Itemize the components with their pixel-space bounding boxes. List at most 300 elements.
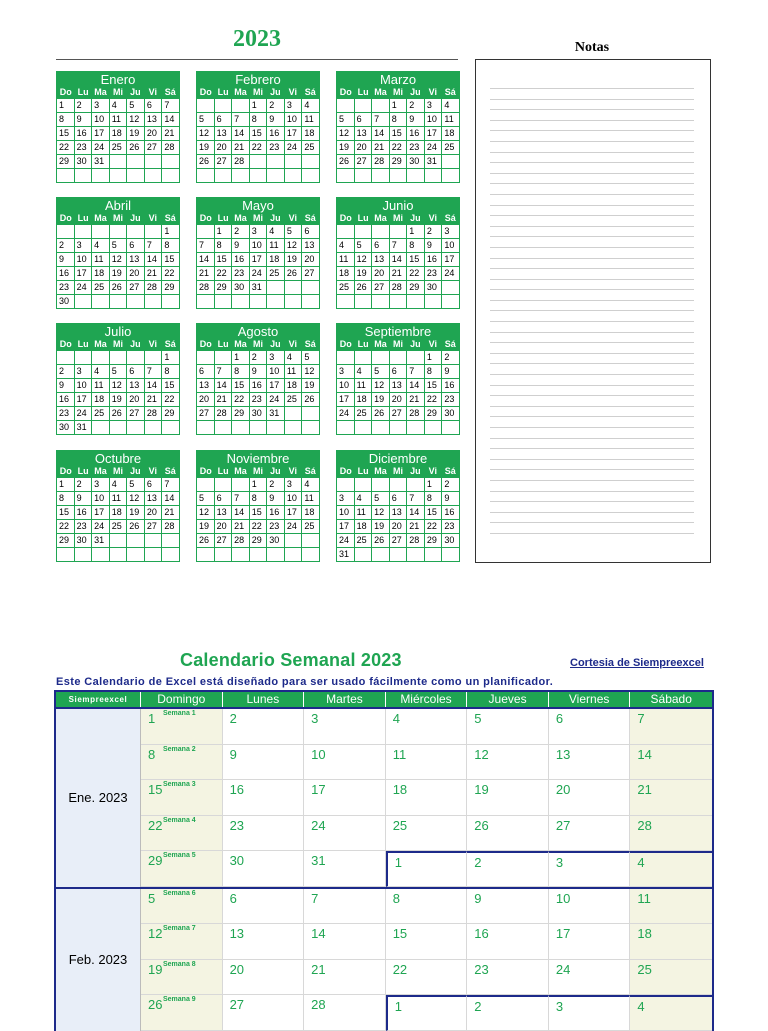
month-name: Julio xyxy=(56,323,180,339)
planner-day-cell[interactable] xyxy=(549,816,631,852)
day-cell: 29 xyxy=(425,407,443,421)
day-cell xyxy=(145,295,163,309)
weekday-header: Do xyxy=(339,466,352,476)
planner-day-cell[interactable] xyxy=(549,960,631,996)
day-cell: 28 xyxy=(232,534,250,548)
month-name: Enero xyxy=(56,71,180,87)
note-line xyxy=(490,300,694,311)
weekday-header: Ju xyxy=(410,87,421,97)
month-day-grid xyxy=(196,350,320,435)
planner-day-cell[interactable] xyxy=(549,780,631,816)
weekday-header: Ma xyxy=(374,339,387,349)
day-cell: 16 xyxy=(75,506,93,520)
day-cell xyxy=(75,351,93,365)
day-cell: 10 xyxy=(442,239,460,253)
weekday-header-row xyxy=(56,466,180,477)
day-cell: 10 xyxy=(425,113,443,127)
weekday-header: Ma xyxy=(374,466,387,476)
day-cell: 22 xyxy=(425,520,443,534)
day-cell: 14 xyxy=(162,113,180,127)
day-cell xyxy=(390,478,408,492)
day-cell: 27 xyxy=(390,407,408,421)
weekday-header: Do xyxy=(199,466,212,476)
day-cell: 22 xyxy=(232,393,250,407)
weekday-header: Ma xyxy=(94,466,107,476)
note-line xyxy=(490,427,694,438)
note-line xyxy=(490,459,694,470)
planner-day-cell[interactable] xyxy=(467,816,549,852)
day-cell xyxy=(302,534,320,548)
note-line xyxy=(490,310,694,321)
planner-day-number: 18 xyxy=(392,782,408,797)
planner-day-cell[interactable] xyxy=(549,709,631,745)
day-cell xyxy=(162,155,180,169)
weekday-header: Do xyxy=(339,87,352,97)
weekday-header-row xyxy=(196,339,320,350)
planner-day-number: 13 xyxy=(229,926,245,941)
month-septiembre xyxy=(336,323,460,435)
planner-day-cell[interactable] xyxy=(141,780,223,816)
day-cell: 2 xyxy=(442,351,460,365)
day-cell xyxy=(285,295,303,309)
planner-day-cell[interactable] xyxy=(223,709,305,745)
day-cell: 22 xyxy=(425,393,443,407)
day-cell: 17 xyxy=(337,393,355,407)
weekday-header-row xyxy=(196,466,320,477)
day-cell: 3 xyxy=(285,99,303,113)
planner-day-number: 7 xyxy=(637,711,645,726)
note-line xyxy=(490,385,694,396)
day-cell: 5 xyxy=(355,239,373,253)
planner-day-number: 15 xyxy=(392,926,408,941)
day-cell: 16 xyxy=(57,267,75,281)
planner-day-cell[interactable] xyxy=(549,889,631,925)
day-cell: 15 xyxy=(162,379,180,393)
note-line xyxy=(490,491,694,502)
day-cell: 20 xyxy=(127,267,145,281)
day-cell: 5 xyxy=(110,365,128,379)
weekday-header: Ma xyxy=(234,213,247,223)
day-cell: 20 xyxy=(145,127,163,141)
day-cell: 27 xyxy=(145,141,163,155)
day-cell: 4 xyxy=(110,99,128,113)
day-cell xyxy=(92,295,110,309)
planner-day-number: 28 xyxy=(637,817,652,833)
note-line xyxy=(490,289,694,300)
day-cell: 23 xyxy=(267,141,285,155)
day-cell: 14 xyxy=(145,379,163,393)
day-cell: 4 xyxy=(442,99,460,113)
planner-day-cell[interactable] xyxy=(549,924,631,960)
weekday-header-row xyxy=(56,339,180,350)
day-cell xyxy=(390,351,408,365)
day-cell: 26 xyxy=(355,281,373,295)
day-cell: 18 xyxy=(302,506,320,520)
planner-day-cell[interactable] xyxy=(549,745,631,781)
month-day-grid xyxy=(336,350,460,435)
day-cell xyxy=(285,169,303,183)
weekday-header-row xyxy=(56,87,180,98)
planner-day-number: 13 xyxy=(555,746,571,762)
planner-day-cell[interactable] xyxy=(467,780,549,816)
planner-day-number: 10 xyxy=(555,890,571,906)
planner-day-cell[interactable] xyxy=(386,924,468,960)
planner-day-cell[interactable] xyxy=(304,709,386,745)
planner-day-cell[interactable] xyxy=(467,745,549,781)
day-cell xyxy=(57,351,75,365)
planner-day-number: 11 xyxy=(392,746,407,762)
day-cell: 11 xyxy=(92,253,110,267)
weekly-planner xyxy=(54,690,714,1031)
day-cell: 18 xyxy=(337,267,355,281)
note-line xyxy=(490,236,694,247)
weekday-header: Lu xyxy=(357,213,369,223)
weekday-header: Mi xyxy=(252,213,263,223)
day-cell: 8 xyxy=(162,365,180,379)
note-line xyxy=(490,130,694,141)
day-cell xyxy=(197,99,215,113)
planner-day-cell[interactable] xyxy=(304,889,386,925)
day-cell xyxy=(285,155,303,169)
day-cell: 7 xyxy=(232,113,250,127)
day-cell: 15 xyxy=(425,379,443,393)
planner-day-cell[interactable] xyxy=(630,816,712,852)
planner-day-cell[interactable] xyxy=(386,851,468,887)
planner-day-number: 20 xyxy=(229,961,245,977)
day-cell: 27 xyxy=(215,155,233,169)
day-cell: 29 xyxy=(162,407,180,421)
day-cell: 20 xyxy=(215,141,233,155)
planner-day-cell[interactable] xyxy=(630,709,712,745)
day-cell: 9 xyxy=(407,113,425,127)
day-cell xyxy=(442,421,460,435)
day-cell: 29 xyxy=(250,534,268,548)
planner-day-header: Martes xyxy=(304,692,386,707)
planner-day-cell[interactable] xyxy=(386,889,468,925)
day-cell xyxy=(215,421,233,435)
day-cell: 20 xyxy=(302,253,320,267)
day-cell: 23 xyxy=(442,520,460,534)
day-cell xyxy=(355,421,373,435)
weekday-header: Mi xyxy=(112,339,123,349)
planner-day-cell[interactable] xyxy=(467,995,549,1031)
day-cell: 3 xyxy=(92,99,110,113)
day-cell: 29 xyxy=(232,407,250,421)
day-cell xyxy=(337,421,355,435)
day-cell: 25 xyxy=(110,141,128,155)
weekday-header: Ma xyxy=(94,213,107,223)
day-cell: 4 xyxy=(110,478,128,492)
day-cell: 22 xyxy=(250,141,268,155)
planner-day-cell[interactable] xyxy=(223,851,305,887)
day-cell: 7 xyxy=(372,113,390,127)
day-cell: 29 xyxy=(162,281,180,295)
planner-day-cell[interactable] xyxy=(630,995,712,1031)
day-cell xyxy=(232,169,250,183)
planner-day-number: 18 xyxy=(637,926,652,941)
weekday-header: Vi xyxy=(148,339,158,349)
year-title-underline xyxy=(56,59,458,60)
day-cell: 10 xyxy=(337,506,355,520)
note-line xyxy=(490,332,694,343)
planner-day-cell[interactable] xyxy=(304,960,386,996)
credit-link[interactable]: Cortesia de Siempreexcel xyxy=(570,657,704,669)
day-cell xyxy=(110,295,128,309)
day-cell: 10 xyxy=(92,492,110,506)
day-cell: 11 xyxy=(110,492,128,506)
planner-day-cell[interactable] xyxy=(630,924,712,960)
planner-day-cell[interactable] xyxy=(223,960,305,996)
day-cell: 7 xyxy=(162,99,180,113)
day-cell: 20 xyxy=(390,393,408,407)
day-cell: 2 xyxy=(57,239,75,253)
day-cell xyxy=(197,351,215,365)
planner-day-number: 3 xyxy=(555,999,564,1014)
weekday-header: Ju xyxy=(410,339,421,349)
planner-day-number: 19 xyxy=(148,961,163,977)
planner-day-cell[interactable] xyxy=(141,709,223,745)
day-cell xyxy=(425,169,443,183)
day-cell xyxy=(407,421,425,435)
day-cell: 16 xyxy=(267,506,285,520)
planner-day-cell[interactable] xyxy=(141,816,223,852)
day-cell xyxy=(250,421,268,435)
day-cell: 15 xyxy=(232,379,250,393)
day-cell: 11 xyxy=(285,365,303,379)
day-cell: 30 xyxy=(232,281,250,295)
planner-day-number: 9 xyxy=(229,746,237,762)
planner-day-cell[interactable] xyxy=(223,780,305,816)
note-line xyxy=(490,342,694,353)
planner-day-cell[interactable] xyxy=(141,924,223,960)
planner-day-cell[interactable] xyxy=(223,889,305,925)
day-cell: 23 xyxy=(267,520,285,534)
day-cell xyxy=(92,548,110,562)
day-cell xyxy=(232,295,250,309)
day-cell xyxy=(215,548,233,562)
planner-day-cell[interactable] xyxy=(304,816,386,852)
day-cell: 21 xyxy=(162,506,180,520)
day-cell: 19 xyxy=(285,253,303,267)
planner-day-cell[interactable] xyxy=(223,745,305,781)
planner-day-cell[interactable] xyxy=(549,851,631,887)
day-cell: 4 xyxy=(267,225,285,239)
note-line xyxy=(490,141,694,152)
planner-day-header: Viernes xyxy=(549,692,631,707)
day-cell: 15 xyxy=(162,253,180,267)
day-cell: 21 xyxy=(145,393,163,407)
weekday-header: Ju xyxy=(130,466,141,476)
day-cell: 18 xyxy=(92,393,110,407)
day-cell: 10 xyxy=(75,379,93,393)
day-cell: 9 xyxy=(75,113,93,127)
planner-day-cell[interactable] xyxy=(630,780,712,816)
planner-day-cell[interactable] xyxy=(630,851,712,887)
planner-day-cell[interactable] xyxy=(141,889,223,925)
day-cell: 11 xyxy=(267,239,285,253)
planner-day-cell[interactable] xyxy=(223,924,305,960)
day-cell xyxy=(127,169,145,183)
day-cell xyxy=(355,548,373,562)
day-cell: 12 xyxy=(127,492,145,506)
planner-day-cell[interactable] xyxy=(630,960,712,996)
day-cell: 6 xyxy=(302,225,320,239)
planner-day-cell[interactable] xyxy=(386,745,468,781)
day-cell xyxy=(442,548,460,562)
day-cell: 27 xyxy=(127,407,145,421)
planner-day-cell[interactable] xyxy=(141,960,223,996)
day-cell: 6 xyxy=(390,365,408,379)
planner-day-cell[interactable] xyxy=(304,995,386,1031)
planner-day-cell[interactable] xyxy=(467,889,549,925)
day-cell: 5 xyxy=(127,478,145,492)
day-cell xyxy=(442,295,460,309)
notes-box[interactable] xyxy=(475,59,711,563)
planner-day-header: Lunes xyxy=(223,692,305,707)
month-name: Septiembre xyxy=(336,323,460,339)
day-cell: 21 xyxy=(162,127,180,141)
day-cell: 26 xyxy=(110,407,128,421)
day-cell: 8 xyxy=(390,113,408,127)
month-day-grid xyxy=(56,350,180,435)
weekday-header: Mi xyxy=(252,87,263,97)
weekday-header: Ju xyxy=(130,213,141,223)
note-line xyxy=(490,109,694,120)
planner-day-cell[interactable] xyxy=(467,851,549,887)
planner-day-cell[interactable] xyxy=(141,851,223,887)
day-cell: 11 xyxy=(442,113,460,127)
day-cell: 15 xyxy=(407,253,425,267)
day-cell: 14 xyxy=(232,506,250,520)
planner-day-cell[interactable] xyxy=(223,995,305,1031)
note-line xyxy=(490,321,694,332)
day-cell xyxy=(145,351,163,365)
day-cell: 18 xyxy=(302,127,320,141)
month-noviembre xyxy=(196,450,320,562)
planner-day-cell[interactable] xyxy=(386,995,468,1031)
weekday-header: Mi xyxy=(112,87,123,97)
planner-day-cell[interactable] xyxy=(141,995,223,1031)
day-cell: 14 xyxy=(390,253,408,267)
note-line xyxy=(490,268,694,279)
weekday-header: Ju xyxy=(130,339,141,349)
day-cell: 24 xyxy=(285,520,303,534)
planner-day-cell[interactable] xyxy=(467,709,549,745)
note-line xyxy=(490,258,694,269)
day-cell xyxy=(372,548,390,562)
day-cell: 26 xyxy=(302,393,320,407)
day-cell: 13 xyxy=(215,127,233,141)
planner-day-number: 25 xyxy=(392,817,408,833)
planner-day-cell[interactable] xyxy=(304,745,386,781)
planner-day-cell[interactable] xyxy=(304,780,386,816)
day-cell: 26 xyxy=(127,520,145,534)
planner-day-number: 28 xyxy=(311,997,326,1012)
week-number-label: Semana 2 xyxy=(163,745,196,753)
weekday-header: Sá xyxy=(164,213,176,223)
planner-day-cell[interactable] xyxy=(386,816,468,852)
day-cell: 19 xyxy=(337,141,355,155)
weekday-header: Sá xyxy=(164,339,176,349)
planner-day-cell[interactable] xyxy=(467,960,549,996)
planner-day-cell[interactable] xyxy=(304,924,386,960)
planner-day-cell[interactable] xyxy=(141,745,223,781)
day-cell xyxy=(75,169,93,183)
planner-day-number: 5 xyxy=(474,711,482,726)
day-cell: 28 xyxy=(145,407,163,421)
day-cell xyxy=(197,478,215,492)
day-cell xyxy=(145,155,163,169)
day-cell: 26 xyxy=(197,534,215,548)
planner-day-cell[interactable] xyxy=(223,816,305,852)
month-enero xyxy=(56,71,180,183)
weekday-header: Ma xyxy=(94,87,107,97)
day-cell: 6 xyxy=(372,239,390,253)
day-cell: 21 xyxy=(372,141,390,155)
planner-day-number: 5 xyxy=(148,890,156,906)
planner-day-number: 19 xyxy=(474,782,489,797)
planner-day-cell[interactable] xyxy=(630,889,712,925)
day-cell: 10 xyxy=(92,113,110,127)
day-cell: 21 xyxy=(232,141,250,155)
planner-day-number: 30 xyxy=(229,853,245,868)
day-cell: 8 xyxy=(215,239,233,253)
planner-day-cell[interactable] xyxy=(386,960,468,996)
planner-day-number: 12 xyxy=(474,746,489,762)
day-cell xyxy=(302,155,320,169)
note-line xyxy=(490,406,694,417)
day-cell: 31 xyxy=(267,407,285,421)
weekday-header: Vi xyxy=(288,87,298,97)
planner-month-block xyxy=(54,889,714,1031)
planner-brand: Siempreexcel xyxy=(56,692,141,707)
day-cell xyxy=(372,421,390,435)
year-title: 2023 xyxy=(233,26,281,52)
planner-day-cell[interactable] xyxy=(467,924,549,960)
day-cell: 14 xyxy=(197,253,215,267)
day-cell: 8 xyxy=(57,113,75,127)
weekday-header: Sá xyxy=(304,466,316,476)
day-cell: 16 xyxy=(250,379,268,393)
day-cell: 19 xyxy=(127,127,145,141)
planner-day-cell[interactable] xyxy=(304,851,386,887)
day-cell: 2 xyxy=(57,365,75,379)
day-cell: 25 xyxy=(302,520,320,534)
day-cell: 24 xyxy=(442,267,460,281)
day-cell: 8 xyxy=(232,365,250,379)
note-line xyxy=(490,173,694,184)
day-cell xyxy=(372,225,390,239)
planner-day-cell[interactable] xyxy=(549,995,631,1031)
day-cell xyxy=(162,534,180,548)
day-cell: 25 xyxy=(442,141,460,155)
day-cell: 31 xyxy=(92,534,110,548)
day-cell: 12 xyxy=(110,253,128,267)
day-cell: 16 xyxy=(407,127,425,141)
planner-day-cell[interactable] xyxy=(386,709,468,745)
day-cell: 23 xyxy=(250,393,268,407)
day-cell: 2 xyxy=(267,478,285,492)
day-cell: 4 xyxy=(92,239,110,253)
day-cell xyxy=(337,351,355,365)
planner-day-cell[interactable] xyxy=(630,745,712,781)
day-cell: 26 xyxy=(372,407,390,421)
day-cell: 16 xyxy=(425,253,443,267)
day-cell: 9 xyxy=(442,365,460,379)
weekday-header: Do xyxy=(339,339,352,349)
day-cell: 15 xyxy=(57,506,75,520)
planner-day-cell[interactable] xyxy=(386,780,468,816)
